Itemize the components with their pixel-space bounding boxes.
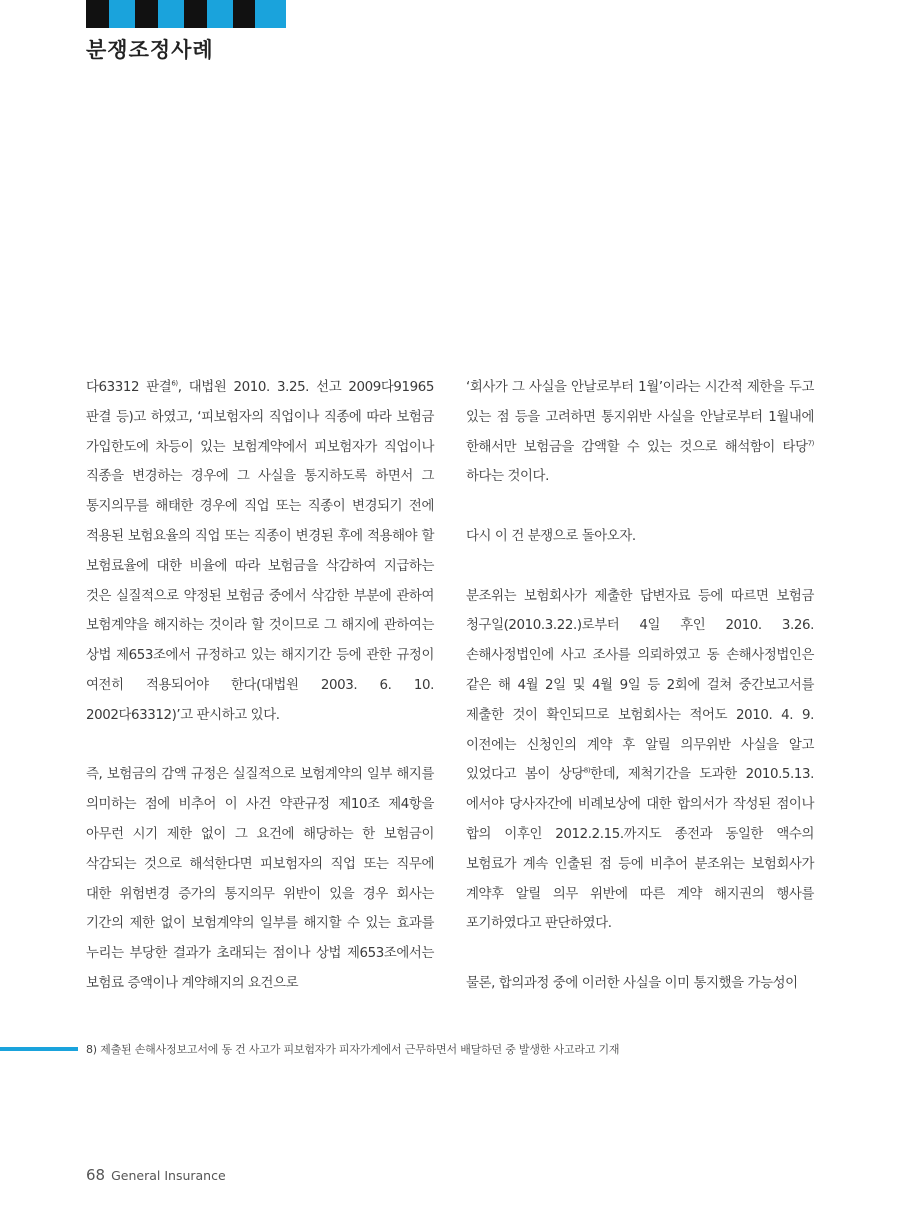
left-paragraph-2: 즉, 보험금의 감액 규정은 실질적으로 보험계약의 일부 해지를 의미하는 점에 비추어 이 사건 약관규정 제10조 제4항을 아무런 시기 제한 없이 그 요건에 해당하는 한 보험금이 삭감되는 것으로 해석한다면 피보험자의 직업 또는 직무에 대한 위험변경 증가의 통지의무 위반이 있을 경우 회사는 기간의 제한 없이 보험계약의 일부를 해지할 수 있는 효과를 누리는 부당한 결과가 초래되는 점이나 상법 제653조에서는 보험료 증액이나 계약해지의 요건으로 bbox=[86, 767, 434, 991]
paragraph-text: , 대법원 2010. 3.25. 선고 2009다91965 판결 등)고 하였고, ‘피보험자의 직업이나 직종에 따라 보험금 가입한도에 차등이 있는 보험계약에서 피보험자가 직업이나 직종을 변경하는 경우에 그 사실을 통지하도록 하면서 그 통지의무를 해태한 경우에 직업 또는 직종이 변경되기 전에 적용된 보험요율의 직업 또는 직종이 변경된 후에 적용해야 할 보험료율에 대한 비율에 따라 보험금을 삭감하여 지급하는 것은 실질적으로 약정된 보험금 중에서 삭감한 부분에 관하여 보험계약을 해지하는 것이라 할 것이므로 그 해지에 관하여는 상법 제653조에서 규정하고 있는 해지기간 등에 관한 규정이 여전히 적용되어야 한다(대법원 2003. 6. 10. 2002다63312)’고 판시하고 있다. bbox=[86, 380, 435, 723]
paragraph-text: ‘회사가 그 사실을 안날로부터 1월’이라는 시간적 제한을 두고 있는 점 등을 고려하면 통지위반 사실을 안날로부터 1월내에 한해서만 보험금을 감액할 수 있는 것으로 해석함이 타당 bbox=[466, 380, 814, 455]
footnote-marker: 6) bbox=[171, 379, 178, 388]
bar-segment bbox=[233, 0, 255, 28]
left-paragraph-1 bbox=[86, 373, 434, 731]
bar-segment bbox=[109, 0, 135, 28]
footnote-marker: 7) bbox=[807, 439, 814, 448]
page-footer bbox=[86, 1166, 226, 1184]
bar-segment bbox=[135, 0, 158, 28]
paragraph-text: 하다는 것이다. bbox=[466, 469, 549, 485]
header-color-bar bbox=[86, 0, 286, 28]
bar-segment bbox=[255, 0, 286, 28]
paragraph-text: 다63312 판결 bbox=[86, 380, 172, 395]
bar-segment bbox=[86, 0, 109, 28]
left-column bbox=[86, 373, 434, 999]
right-paragraph-3 bbox=[466, 582, 814, 940]
right-column bbox=[466, 373, 814, 999]
right-paragraph-1 bbox=[466, 373, 814, 492]
bar-segment bbox=[158, 0, 184, 28]
footnote-accent-rule bbox=[0, 1047, 78, 1051]
right-paragraph-4: 물론, 합의과정 중에 이러한 사실을 이미 통지했을 가능성이 bbox=[466, 975, 798, 991]
footnote: 8) 제출된 손해사정보고서에 동 건 사고가 피보험자가 피자가게에서 근무하면서 배달하던 중 발생한 사고라고 기재 bbox=[86, 1043, 620, 1056]
bar-segment bbox=[184, 0, 207, 28]
bar-segment bbox=[207, 0, 233, 28]
section-title: 분쟁조정사례 bbox=[86, 38, 214, 62]
paragraph-text: 한데, 제척기간을 도과한 2010.5.13.에서야 당사자간에 비례보상에 대한 합의서가 작성된 점이나 합의 이후인 2012.2.15.까지도 종전과 동일한 액수의 보험료가 계속 인출된 점 등에 비추어 분조위는 보험회사가 계약후 알릴 의무 위반에 따른 계약 해지권의 행사를 포기하였다고 판단하였다. bbox=[466, 767, 814, 932]
page-number: 68 bbox=[86, 1166, 106, 1184]
right-paragraph-2: 다시 이 건 분쟁으로 돌아오자. bbox=[466, 528, 636, 544]
paragraph-text: 분조위는 보험회사가 제출한 답변자료 등에 따르면 보험금 청구일(2010.3.22.)로부터 4일 후인 2010. 3.26. 손해사정법인에 사고 조사를 의뢰하였고 동 손해사정법인은 같은 해 4월 2일 및 4월 9일 등 2회에 걸쳐 중간보고서를 제출한 것이 확인되므로 보험회사는 적어도 2010. 4. 9. 이전에는 신청인의 계약 후 알릴 의무위반 사실을 알고 있었다고 봄이 상당 bbox=[466, 588, 814, 783]
publication-name: General Insurance bbox=[111, 1168, 226, 1183]
footnote-marker: 8) bbox=[583, 766, 591, 775]
